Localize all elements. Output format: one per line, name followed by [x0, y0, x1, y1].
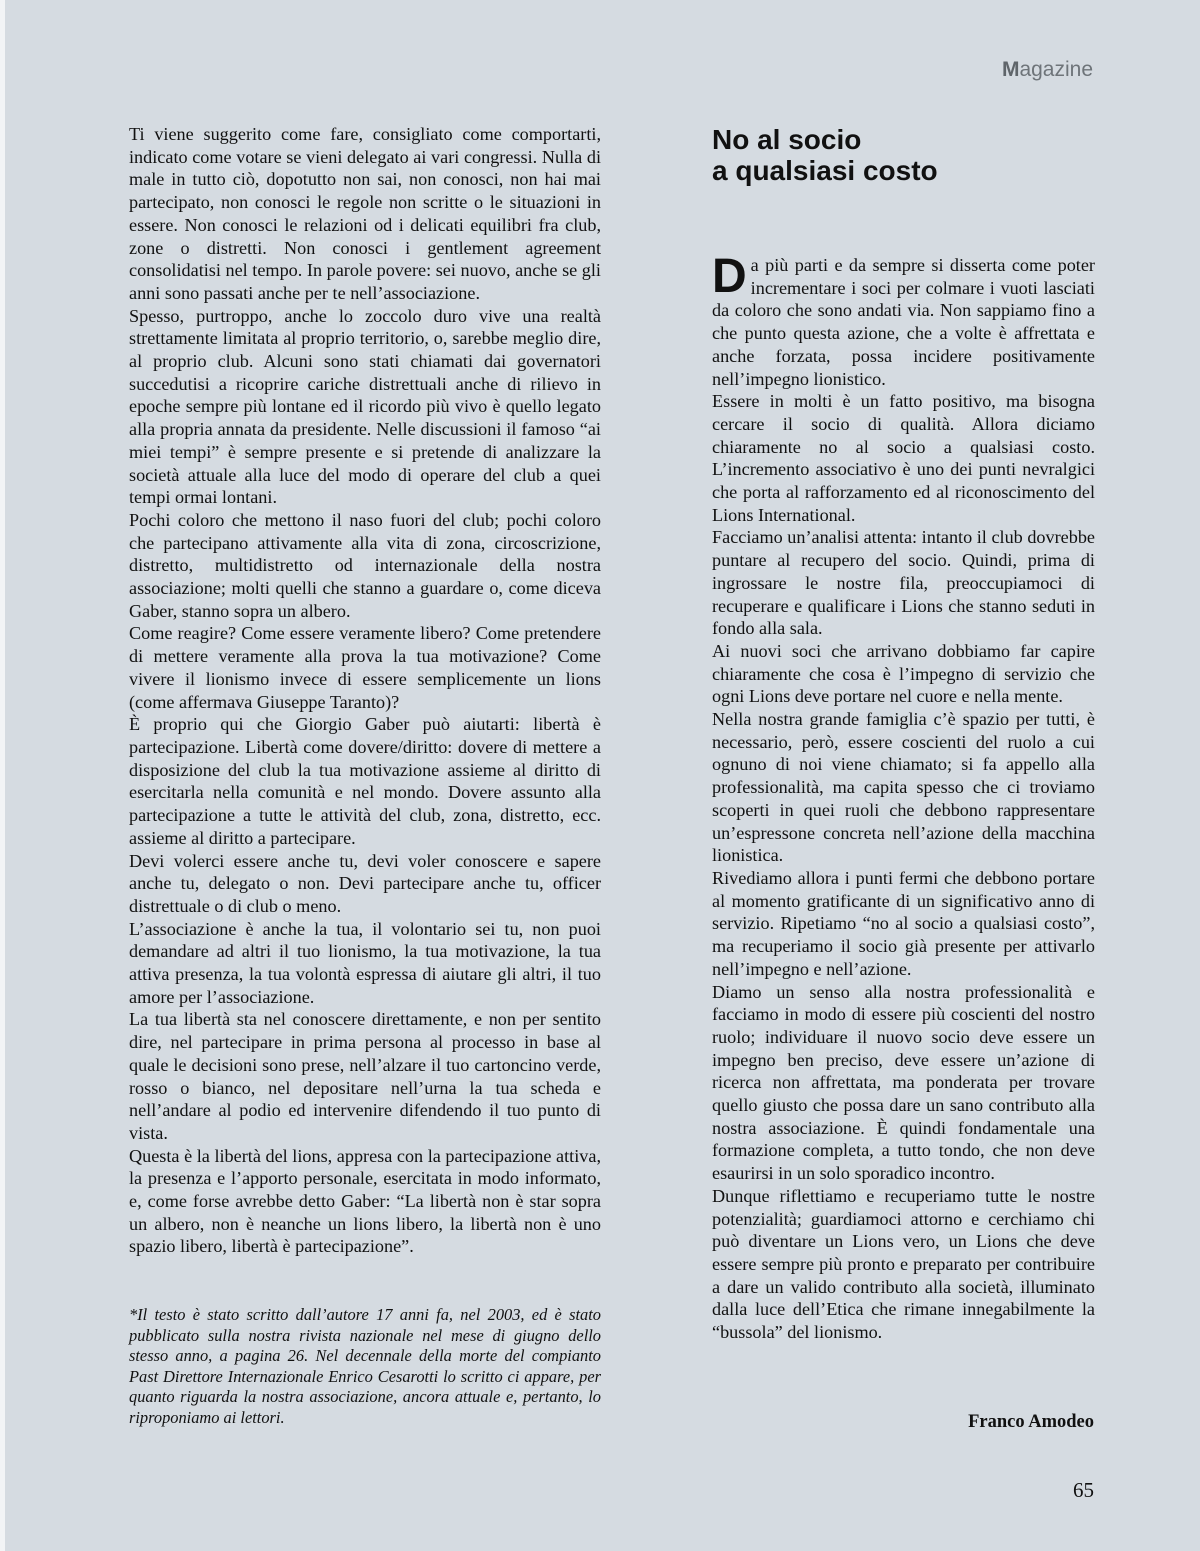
left-paragraph-4: Come reagire? Come essere veramente libero? Come pretendere di mettere veramente alla prova la tua motivazione? Come vivere il lionismo invece di essere semplicemente un lions (come affermava Giuseppe Taranto)? — [129, 623, 601, 712]
right-paragraph-3: Facciamo un’analisi attenta: intanto il club dovrebbe puntare al recupero del socio. Quindi, prima di ingrossare le nostre fila, preoccupiamoci di recuperare e qualificare i Lions che stanno seduti in fondo alla sala. — [712, 527, 1095, 639]
left-paragraph-7: L’associazione è anche la tua, il volontario sei tu, non puoi demandare ad altri il tuo lionismo, la tua motivazione, la tua attiva presenza, la tua volontà espressa di aiutare gli altri, il tuo amore per l’associazione. — [129, 918, 601, 1007]
left-paragraph-6: Devi volerci essere anche tu, devi voler conoscere e sapere anche tu, delegato o non. Devi partecipare anche tu, officer distrettuale o di club o meno. — [129, 850, 601, 916]
right-column — [712, 250, 1095, 1344]
article-title — [712, 124, 1092, 186]
left-paragraph-1: Ti viene suggerito come fare, consigliato come comportarti, indicato come votare se vieni delegato ai vari congressi. Nulla di male in tutto ciò, dopotutto non sai, non conosci, non hai mai partecipato, non conosci le regole non scritte o le situazioni in essere. Non conosci le relazioni od i delicati equilibri fra club, zone o distretti. Non conosci i gentlement agreement consolidatisi nel tempo. In parole povere: sei nuovo, anche se gli anni sono passati anche per te nell’associazione. — [129, 124, 601, 303]
left-paragraph-8: La tua libertà sta nel conoscere direttamente, e non per sentito dire, nel partecipare in prima persona al processo in base al quale le decisioni sono prese, nell’alzare il tuo cartoncino verde, rosso o bianco, nel depositare nell’urna la tua scheda e nell’andare al podio ed intervenire difendendo il tuo punto di vista. — [129, 1009, 601, 1143]
lead-paragraph-text: a più parti e da sempre si disserta come poter incrementare i soci per colmare i vuoti lasciati da coloro che sono andati via. Non sappiamo fino a che punto questa azione, che a volte è affrettata e anche forzata, possa incidere positivamente nell’impegno lionistico. — [712, 255, 1095, 389]
left-paragraph-3: Pochi coloro che mettono il naso fuori del club; pochi coloro che partecipano attivamente alla vita di zona, circoscrizione, distretto, multidistretto od internazionale della nostra associazione; molti quelli che stanno a guardare o, come diceva Gaber, stanno sopra un albero. — [129, 509, 601, 621]
left-paragraph-9: Questa è la libertà del lions, appresa con la partecipazione attiva, la presenza e l’apporto personale, esercitata in modo informato, e, come forse avrebbe detto Gaber: “La libertà non è star sopra un albero, non è neanche un lions libero, la libertà non è uno spazio libero, libertà è partecipazione”. — [129, 1145, 601, 1257]
article-title-line-2: a qualsiasi costo — [712, 155, 938, 186]
right-paragraph-6: Rivediamo allora i punti fermi che debbono portare al momento gratificante di un significativo anno di servizio. Ripetiamo “no al socio a qualsiasi costo”, ma recuperiamo il socio già presente per attivarlo nell’impegno e nell’azione. — [712, 867, 1095, 979]
author-signature: Franco Amodeo — [968, 1412, 1094, 1432]
section-label: agazine — [1019, 58, 1093, 81]
left-paragraph-2: Spesso, purtroppo, anche lo zoccolo duro vive una realtà strettamente limitata al proprio territorio, o, sarebbe meglio dire, al proprio club. Alcuni sono stati chiamati dai governatori succedutisi a ricoprire cariche distrettuali anche di rilievo in epoche sempre più lontane ed il ricordo più vivo è quello legato alla propria annata da presidente. Nelle discussioni il famoso “ai miei tempi” è sempre presente e si pretende di analizzare la società attuale alla luce del modo di operare del club a quei tempi ormai lontani. — [129, 305, 601, 508]
footnote: *Il testo è stato scritto dall’autore 17 anni fa, nel 2003, ed è stato pubblicato sulla nostra rivista nazionale nel mese di giugno dello stesso anno, a pagina 26. Nel decennale della morte del compianto Past Direttore Internazionale Enrico Cesarotti lo scritto ci appare, per quanto riguarda la nostra associazione, ancora attuale e, pertanto, lo riproponiamo ai lettori. — [129, 1305, 601, 1427]
right-paragraph-4: Ai nuovi soci che arrivano dobbiamo far capire chiaramente che cosa è l’impegno di servizio che ogni Lions deve portare nel cuore e nella mente. — [712, 640, 1095, 707]
right-paragraph-8: Dunque riflettiamo e recuperiamo tutte le nostre potenzialità; guardiamoci attorno e cerchiamo chi può diventare un Lions vero, un Lions che deve essere sempre più pronto e preparato per contribuire a dare un valido contributo alla società, illuminato dalla luce dell’Etica che rimane innegabilmente la “bussola” del lionismo. — [712, 1185, 1095, 1343]
left-column — [129, 123, 601, 1258]
right-paragraph-2: Essere in molti è un fatto positivo, ma bisogna cercare il socio di qualità. Allora diciamo chiaramente no al socio a qualsiasi costo. L’incremento associativo è uno dei punti nevralgici che porta al rafforzamento ed al riconoscimento del Lions International. — [712, 391, 1095, 525]
section-header — [1002, 58, 1093, 82]
section-initial: M — [1001, 58, 1020, 81]
page-number: 65 — [1073, 1478, 1094, 1502]
left-paragraph-5: È proprio qui che Giorgio Gaber può aiutarti: libertà è partecipazione. Libertà come dovere/diritto: dovere di mettere a disposizione del club la tua motivazione assieme al diritto di esercitarla nella comunità e nel mondo. Dovere assunto alla partecipazione a tutte le attività del club, zona, distretto, ecc. assieme al diritto a partecipare. — [129, 714, 601, 848]
article-title-line-1: No al socio — [712, 124, 862, 155]
right-paragraph-7: Diamo un senso alla nostra professionalità e facciamo in modo di essere più coscienti del nostro ruolo; individuare il nuovo socio deve essere un impegno ben preciso, deve essere un’azione di ricerca non affrettata, ma ponderata per trovare quello giusto che possa dare un sano contributo alla nostra associazione. È quindi fondamentale una formazione completa, a tutto tondo, che non deve esaurirsi in un solo sporadico incontro. — [712, 981, 1095, 1184]
right-paragraph-5: Nella nostra grande famiglia c’è spazio per tutti, è necessario, però, essere coscienti del ruolo a cui ognuno di noi viene chiamato; si fa appello alla professionalità, ma capita spesso che ci troviamo scoperti in quei ruoli che debbono rappresentare un’espressone concreta nell’azione della macchina lionistica. — [712, 709, 1095, 866]
page-edge — [0, 0, 5, 1551]
article-lead-paragraph — [712, 250, 1095, 390]
drop-cap: D — [712, 250, 747, 303]
